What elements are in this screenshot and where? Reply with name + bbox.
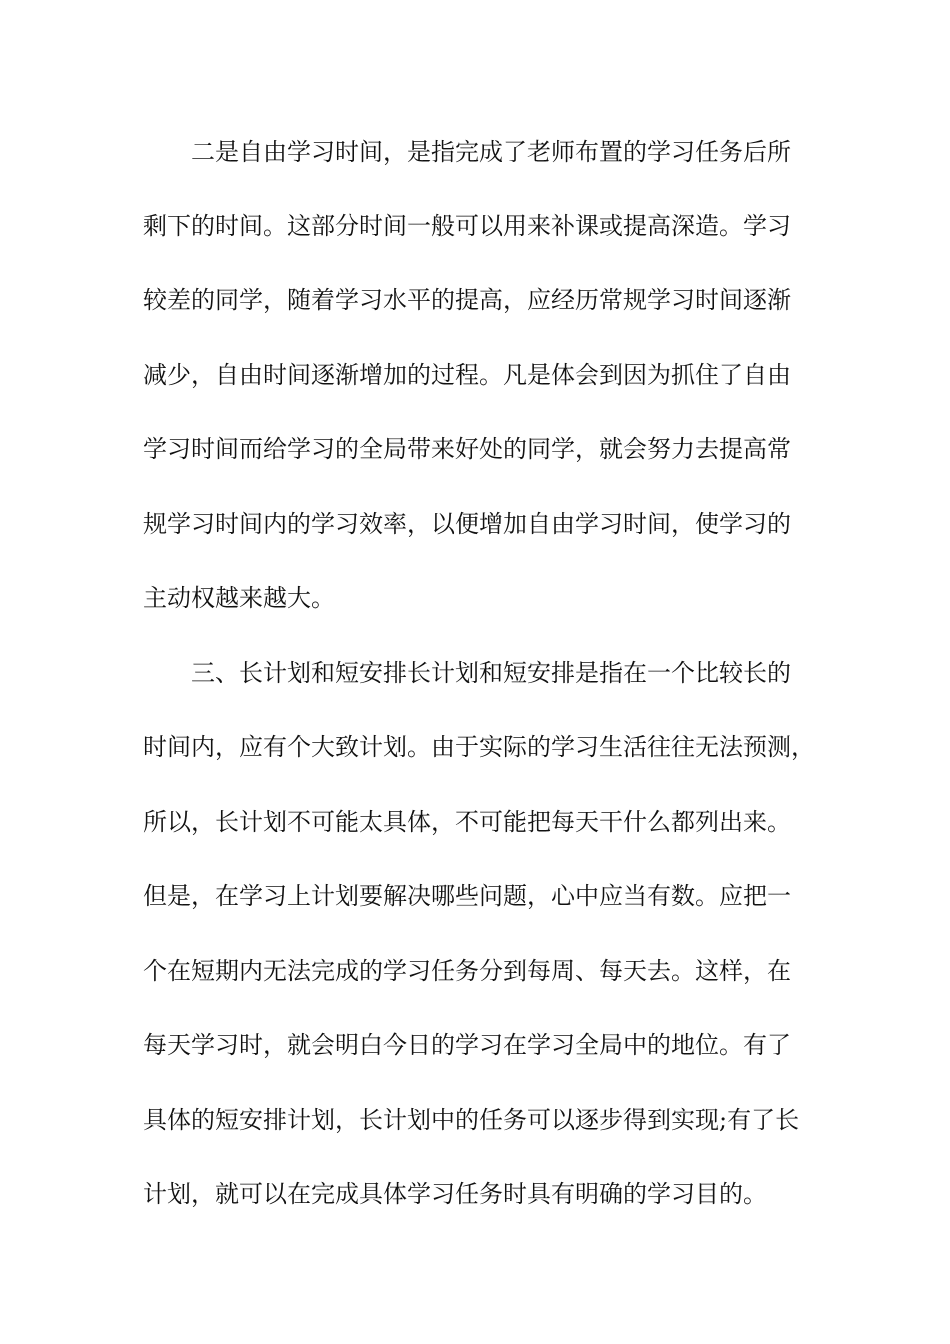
paragraph-line: 剩下的时间。这部分时间一般可以用来补课或提高深造。学习 — [143, 212, 791, 240]
paragraph-line: 较差的同学，随着学习水平的提高，应经历常规学习时间逐渐 — [143, 286, 791, 314]
paragraph-line: 每天学习时，就会明白今日的学习在学习全局中的地位。有了 — [143, 1031, 791, 1059]
paragraph-line: 学习时间而给学习的全局带来好处的同学，就会努力去提高常 — [143, 435, 791, 463]
paragraph-line: 时间内，应有个大致计划。由于实际的学习生活往往无法预测， — [143, 733, 815, 761]
paragraph-line: 但是，在学习上计划要解决哪些问题，心中应当有数。应把一 — [143, 882, 791, 910]
paragraph-line: 具体的短安排计划，长计划中的任务可以逐步得到实现;有了长 — [143, 1106, 800, 1134]
paragraph-line: 三、长计划和短安排长计划和短安排是指在一个比较长的 — [191, 659, 791, 687]
paragraph-line: 主动权越来越大。 — [143, 584, 335, 612]
paragraph-line: 个在短期内无法完成的学习任务分到每周、每天去。这样，在 — [143, 957, 791, 985]
paragraph-line: 规学习时间内的学习效率，以便增加自由学习时间，使学习的 — [143, 510, 791, 538]
paragraph-line: 计划，就可以在完成具体学习任务时具有明确的学习目的。 — [143, 1180, 767, 1208]
paragraph-line: 减少，自由时间逐渐增加的过程。凡是体会到因为抓住了自由 — [143, 361, 791, 389]
paragraph-line: 所以，长计划不可能太具体，不可能把每天干什么都列出来。 — [143, 808, 791, 836]
paragraph-line: 二是自由学习时间，是指完成了老师布置的学习任务后所 — [191, 138, 791, 166]
